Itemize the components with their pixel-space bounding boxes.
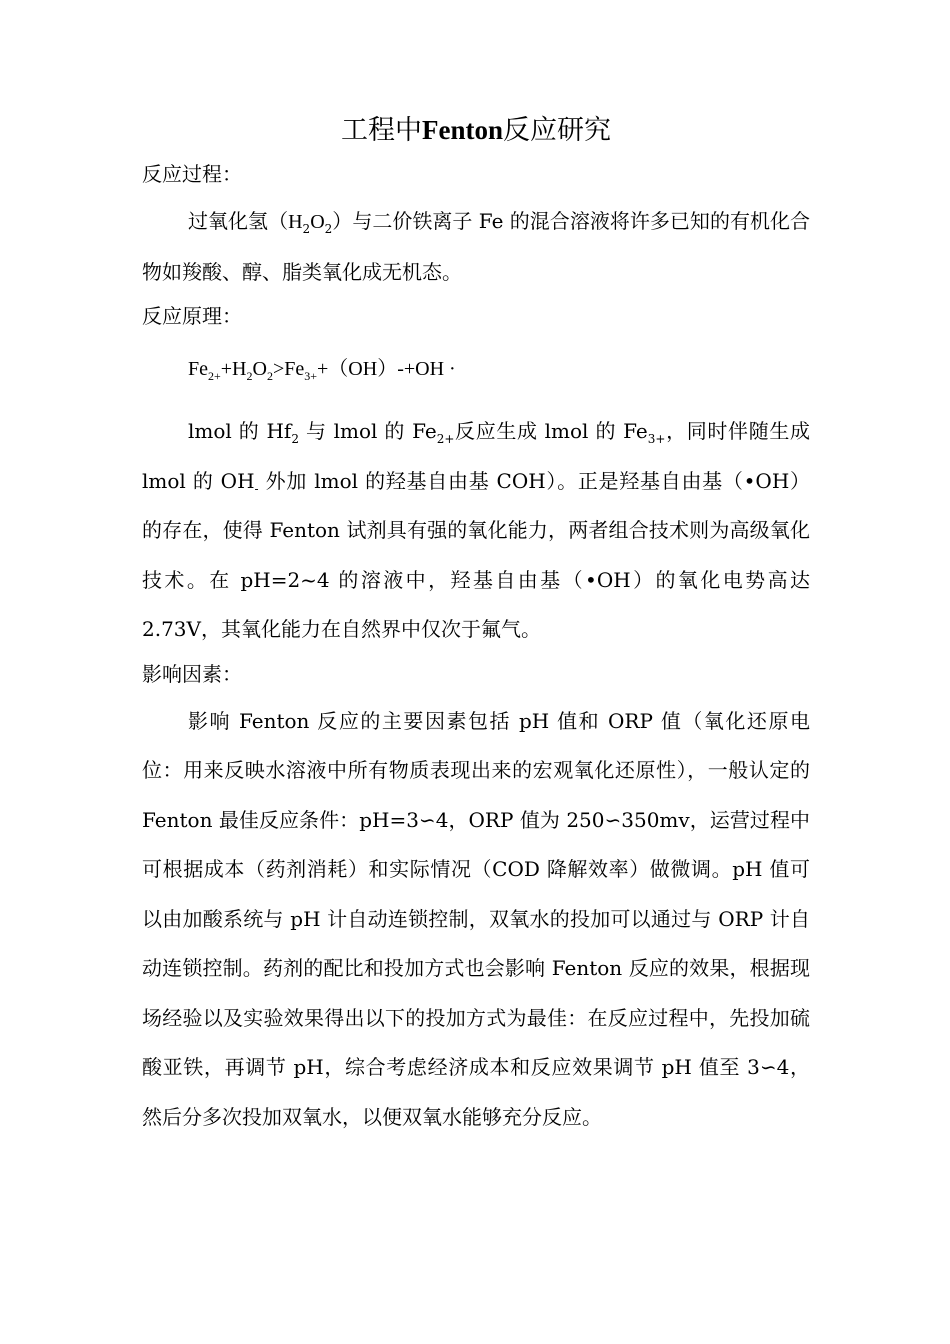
title-prefix: 工程中 (341, 115, 422, 146)
section-heading-principle: 反应原理： (142, 304, 242, 328)
title-latin: Fenton (422, 115, 503, 145)
document-page (142, 112, 810, 1148)
reaction-equation: $Fe_{2+}+H_2O_2>Fe_{3+}+(OH)-+OH$ · (188, 358, 456, 383)
title-suffix: 反应研究 (503, 115, 611, 146)
document-title (142, 112, 810, 149)
paragraph-process: 过氧化氢$(H_2O_2)$与二价铁离子 Fe 的混合溶液将许多已知的有机化合物如羧酸、醇、脂类氧化成无机态。 (142, 209, 811, 284)
paragraph-factors: 影响 Fenton 反应的主要因素包括 pH 值和 ORP 值（氧化还原电位：用来反映水溶液中所有物质表现出来的宏观氧化还原性），一般认定的 Fenton 最佳反应条件：pH=3∽4，ORP 值为 250∽350mv，运营过程中可根据成本（药剂消耗）和实际情况（COD 降解效率）做微调。pH 值可以由加酸系统与 pH 计自动连锁控制，双氧水的投加可以通过与 ORP 计自动连锁控制。药剂的配比和投加方式也会影响 Fenton 反应的效果，根据现场经验以及实验效果得出以下的投加方式为最佳：在反应过程中，先投加硫酸亚铁，再调节 pH，综合考虑经济成本和反应效果调节 pH 值至 3∽4，然后分多次投加双氧水，以便双氧水能够充分反应。 (142, 708, 810, 1129)
section-heading-factors: 影响因素： (142, 661, 242, 686)
paragraph-principle: lmol 的 $Hf_2$ 与 lmol 的 $Fe_{2+}$反应生成 lmol 的 $Fe_{3+}$，同时伴随生成 lmol 的 $OH_-$ 外加 lmol 的羟基自由基 COH）。正是羟基自由基（•OH）的存在，使得 Fenton 试剂具有强的氧化能力，两者组合技术则为高级氧化技术。在 pH=2~4 的溶液中，羟基自由基（•OH）的氧化电势高达 2.73V，其氧化能力在自然界中仅次于氟气。 (142, 419, 810, 641)
section-heading-process: 反应过程： (142, 162, 242, 186)
